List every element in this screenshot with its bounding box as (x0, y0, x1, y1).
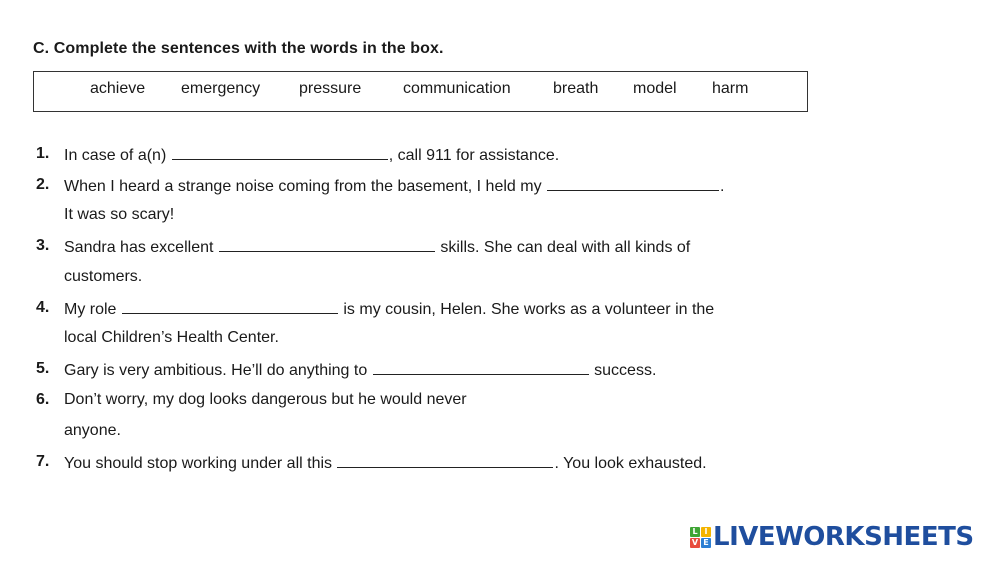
word-box-item: harm (712, 80, 749, 97)
logo-mark-letter: I (701, 527, 711, 537)
sentence-line (64, 299, 714, 319)
logo-text: LIVEWORKSHEETS (713, 522, 974, 552)
exercise-heading: C. Complete the sentences with the words in the box. (33, 40, 444, 57)
sentence-text: local Children’s Health Center. (64, 329, 279, 346)
answer-blank[interactable] (373, 360, 589, 375)
logo-mark-letter: V (691, 537, 699, 547)
sentence-line (64, 329, 279, 347)
sentence-line (64, 360, 656, 380)
sentence-text: . You look exhausted. (554, 455, 707, 472)
sentence-text: . (720, 178, 725, 195)
sentence-line (64, 268, 142, 286)
item-number: 6. (36, 391, 50, 408)
word-box (33, 71, 808, 112)
liveworksheets-logo (690, 522, 974, 552)
answer-blank[interactable] (337, 453, 553, 468)
sentence-text: customers. (64, 268, 143, 285)
logo-mark-letter: L (690, 527, 700, 537)
item-number: 7. (36, 453, 50, 470)
answer-blank[interactable] (219, 237, 435, 252)
answer-blank[interactable] (172, 145, 388, 160)
answer-blank[interactable] (122, 299, 338, 314)
sentence-text: When I heard a strange noise coming from the basement, I held my (64, 178, 542, 195)
sentence-text: success. (594, 362, 657, 379)
answer-blank[interactable] (547, 176, 719, 191)
sentence-text: You should stop working under all this (64, 455, 333, 472)
sentence-line (64, 237, 690, 257)
sentence-line (64, 422, 121, 440)
sentence-text: In case of a(n) (64, 147, 167, 164)
word-box-item: achieve (90, 80, 146, 97)
item-number: 5. (36, 360, 50, 377)
item-number: 4. (36, 299, 50, 316)
sentence-text: My role (64, 301, 117, 318)
sentence-line (64, 145, 559, 165)
item-number: 2. (36, 176, 50, 193)
logo-mark-icon (690, 527, 711, 548)
sentence-text: is my cousin, Helen. She works as a volunteer in the (343, 301, 715, 318)
sentence-text: skills. She can deal with all kinds of (440, 239, 691, 256)
sentence-text: , call 911 for assistance. (388, 147, 560, 164)
word-box-item: emergency (181, 80, 261, 97)
logo-mark-letter: E (701, 538, 711, 548)
sentence-line (64, 176, 724, 196)
word-box-item: communication (403, 80, 511, 97)
sentence-text: Sandra has excellent (64, 239, 214, 256)
item-number: 1. (36, 145, 50, 162)
sentence-text: Gary is very ambitious. He’ll do anything to (64, 362, 368, 379)
sentence-line (64, 206, 174, 224)
sentence-line (64, 391, 467, 409)
item-number: 3. (36, 237, 50, 254)
sentence-text: It was so scary! (64, 206, 175, 223)
word-box-item: breath (553, 80, 599, 97)
sentence-text: anyone. (64, 422, 121, 439)
word-box-item: pressure (299, 80, 362, 97)
word-box-item: model (633, 80, 677, 97)
sentence-text: Don’t worry, my dog looks dangerous but he would never (64, 391, 467, 408)
sentence-line (64, 453, 707, 473)
